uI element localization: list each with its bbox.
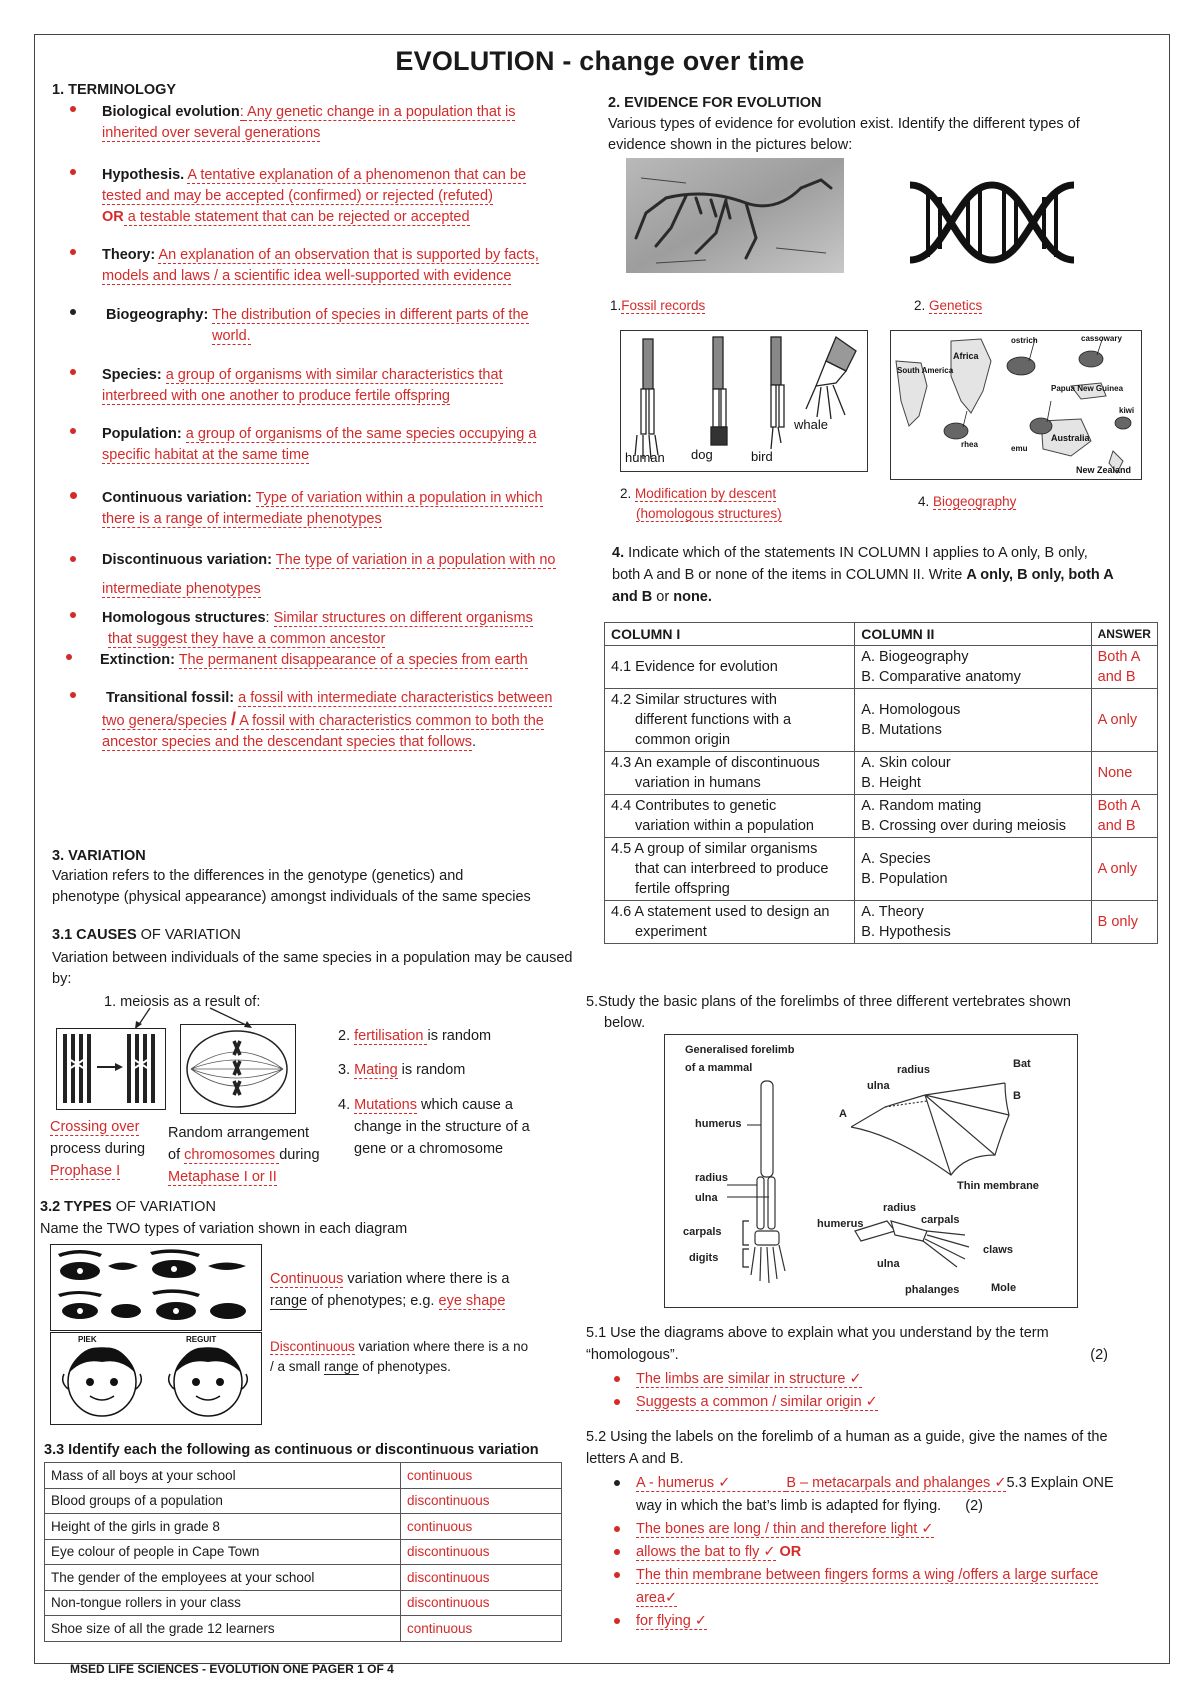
evidence-intro: Various types of evidence for evolution exist. Identify the different types of evidence shown in the pictures below: bbox=[608, 116, 1080, 153]
term-population: Population: a group of organisms of the same species occupying a specific habitat at the same time bbox=[70, 424, 600, 466]
term-biological-evolution: Biological evolution: Any genetic change in a population that is inherited over several generations bbox=[70, 102, 600, 144]
cause-mutations: 4. Mutations which cause a change in the structure of a gene or a chromosome bbox=[338, 1097, 530, 1157]
svg-text:ulna: ulna bbox=[867, 1080, 890, 1092]
svg-text:digits: digits bbox=[689, 1252, 719, 1264]
table-row: Mass of all boys at your school continuous bbox=[45, 1463, 562, 1489]
metaphase-image bbox=[180, 1024, 296, 1114]
table-row: Height of the girls in grade 8 continuous bbox=[45, 1514, 562, 1540]
term-homologous-structures: Homologous structures: Similar structures on different organisms that suggest they have a common ancestor bbox=[70, 608, 600, 650]
table-row: Non-tongue rollers in your class discontinuous bbox=[45, 1590, 562, 1616]
svg-text:radius: radius bbox=[695, 1172, 729, 1184]
evidence-heading: 2. EVIDENCE FOR EVOLUTION bbox=[608, 95, 822, 111]
q51-question: 5.1 Use the diagrams above to explain what you understand by the term “homologous”. (2) bbox=[586, 1325, 1108, 1363]
q52-question: 5.2 Using the labels on the forelimb of a human as a guide, give the names of the letters A and B. bbox=[586, 1429, 1108, 1467]
svg-text:whale: whale bbox=[794, 417, 828, 432]
svg-text:bird: bird bbox=[751, 449, 773, 464]
table-row: 4.6 A statement used to design an experiment A. Theory B. Hypothesis B only bbox=[605, 901, 1158, 944]
fossil-image bbox=[626, 158, 844, 273]
svg-text:human: human bbox=[625, 450, 665, 465]
term-discontinuous-variation: Discontinuous variation: The type of variation in a population with no intermediate phenotypes bbox=[70, 546, 600, 604]
term-hypothesis: Hypothesis. A tentative explanation of a phenomenon that can be tested and may be accepted (confirmed) or rejected (refuted) OR a testable statement that can be rejected or accepted bbox=[70, 165, 600, 228]
table-row: Blood groups of a population discontinuous bbox=[45, 1488, 562, 1514]
svg-text:Generalised forelimb: Generalised forelimb bbox=[685, 1044, 795, 1056]
svg-text:radius: radius bbox=[883, 1202, 917, 1214]
svg-text:REGUIT: REGUIT bbox=[186, 1335, 217, 1344]
svg-text:B: B bbox=[1013, 1090, 1021, 1102]
q33-question: 3.3 Identify each the following as continuous or discontinuous variation bbox=[44, 1442, 539, 1458]
caption-genetics: 2. Genetics bbox=[914, 298, 983, 313]
crossing-over-caption: Crossing over process during Prophase I bbox=[50, 1119, 146, 1179]
svg-text:claws: claws bbox=[983, 1244, 1013, 1256]
q52-q53-answers: A - humerus ✓ B – metacarpals and phalanges ✓5.3 Explain ONE way in which the bat’s limb is adapted for flying. (2) The bones are long / thin and therefore light ✓ allows the bat to fly ✓ OR The thin membrane between fingers forms a wing /offers a large surface area✓ for flying ✓ bbox=[614, 1472, 1154, 1633]
svg-text:A: A bbox=[839, 1108, 847, 1120]
svg-text:Africa: Africa bbox=[953, 351, 979, 361]
biogeography-map bbox=[890, 330, 1142, 480]
svg-text:Australia: Australia bbox=[1051, 433, 1090, 443]
svg-text:Mole: Mole bbox=[991, 1282, 1017, 1294]
term-extinction: Extinction: The permanent disappearance of a species from earth bbox=[70, 650, 600, 671]
q4-table bbox=[604, 622, 1158, 944]
svg-text:dog: dog bbox=[691, 447, 713, 462]
footer: MSED LIFE SCIENCES - EVOLUTION ONE PAGER 1 OF 4 bbox=[70, 1662, 394, 1676]
q51-answers: The limbs are similar in structure ✓ Suggests a common / similar origin ✓ bbox=[614, 1368, 878, 1414]
svg-text:ulna: ulna bbox=[877, 1258, 900, 1270]
dna-helix-image bbox=[906, 175, 1078, 270]
svg-text:humerus: humerus bbox=[695, 1118, 742, 1130]
svg-text:emu: emu bbox=[1011, 444, 1028, 453]
table-row: The gender of the employees at your school discontinuous bbox=[45, 1565, 562, 1591]
svg-text:rhea: rhea bbox=[961, 440, 978, 449]
svg-text:ulna: ulna bbox=[695, 1192, 718, 1204]
svg-text:New Zealand: New Zealand bbox=[1076, 465, 1132, 475]
svg-text:Bat: Bat bbox=[1013, 1058, 1031, 1070]
q4-table-header: COLUMN I COLUMN II ANSWER bbox=[605, 623, 1158, 646]
svg-text:phalanges: phalanges bbox=[905, 1284, 960, 1296]
svg-text:carpals: carpals bbox=[921, 1214, 960, 1226]
q33-table bbox=[44, 1462, 562, 1642]
continuous-variation-answer: Continuous variation where there is a range of phenotypes; e.g. eye shape bbox=[270, 1271, 510, 1309]
table-row: 4.4 Contributes to genetic variation within a population A. Random mating B. Crossing over during meiosis Both A and B bbox=[605, 795, 1158, 838]
term-biogeography: Biogeography: The distribution of species in different parts of the world. bbox=[70, 305, 600, 347]
types-heading: 3.2 TYPES OF VARIATION bbox=[40, 1199, 216, 1215]
causes-heading: 3.1 CAUSES OF VARIATION bbox=[52, 927, 241, 943]
svg-text:kiwi: kiwi bbox=[1119, 406, 1135, 415]
svg-text:cassowary: cassowary bbox=[1081, 334, 1122, 343]
forelimb-diagram bbox=[664, 1034, 1078, 1308]
random-arrangement-caption: Random arrangement of chromosomes during Metaphase I or II bbox=[168, 1125, 320, 1185]
svg-text:ostrich: ostrich bbox=[1011, 336, 1038, 345]
caption-fossil-records: 1.Fossil records bbox=[610, 298, 706, 313]
terminology-heading: 1. TERMINOLOGY bbox=[52, 82, 177, 98]
caption-biogeography: 4. Biogeography bbox=[918, 494, 1017, 509]
term-species: Species: a group of organisms with similar characteristics that interbreed with one another to produce fertile offspring bbox=[70, 365, 600, 407]
svg-text:Thin membrane: Thin membrane bbox=[957, 1180, 1039, 1192]
table-row: 4.1 Evidence for evolution A. Biogeography B. Comparative anatomy Both A and B bbox=[605, 646, 1158, 689]
caption-modification-by-descent: 2. Modification by descent (homologous structures) bbox=[620, 486, 782, 521]
variation-intro: Variation refers to the differences in the genotype (genetics) and phenotype (physical appearance) amongst individuals of the same species bbox=[52, 868, 531, 905]
svg-text:South America: South America bbox=[897, 366, 954, 375]
table-row: 4.3 An example of discontinuous variation in humans A. Skin colour B. Height None bbox=[605, 752, 1158, 795]
svg-text:radius: radius bbox=[897, 1064, 931, 1076]
table-row: Shoe size of all the grade 12 learners continuous bbox=[45, 1616, 562, 1642]
variation-faces-figure bbox=[50, 1244, 262, 1426]
q5-intro: 5.Study the basic plans of the forelimbs of three different vertebrates shown below. bbox=[586, 994, 1071, 1031]
discontinuous-variation-answer: Discontinuous variation where there is a no / a small range of phenotypes. bbox=[270, 1339, 529, 1374]
term-continuous-variation: Continuous variation: Type of variation within a population in which there is a range of intermediate phenotypes bbox=[70, 488, 600, 530]
cause-meiosis: 1. meiosis as a result of: bbox=[104, 994, 261, 1010]
table-row: Eye colour of people in Cape Town discontinuous bbox=[45, 1539, 562, 1565]
causes-intro: Variation between individuals of the same species in a population may be caused by: bbox=[52, 950, 573, 987]
svg-text:of a mammal: of a mammal bbox=[685, 1062, 753, 1074]
page-title: EVOLUTION - change over time bbox=[395, 46, 805, 76]
cause-fertilisation: 2. fertilisation is random bbox=[338, 1028, 492, 1044]
q4-instructions: 4. Indicate which of the statements IN COLUMN I applies to A only, B only, both A and B or none of the items in COLUMN II. Write A only, B only, both A and B or none. bbox=[612, 545, 1114, 605]
term-theory: Theory: An explanation of an observation that is supported by facts, models and laws / a scientific idea well-supported with evidence bbox=[70, 245, 600, 287]
types-intro: Name the TWO types of variation shown in each diagram bbox=[40, 1221, 408, 1237]
variation-heading: 3. VARIATION bbox=[52, 848, 146, 864]
homologous-limbs-figure bbox=[620, 330, 868, 472]
svg-text:carpals: carpals bbox=[683, 1226, 722, 1238]
crossing-over-image bbox=[56, 1028, 166, 1110]
cause-mating: 3. Mating is random bbox=[338, 1062, 466, 1078]
table-row: 4.5 A group of similar organisms that can interbreed to produce fertile offspring A. Species B. Population A only bbox=[605, 838, 1158, 901]
svg-text:Papua New Guinea: Papua New Guinea bbox=[1051, 384, 1124, 393]
table-row: 4.2 Similar structures with different functions with a common origin A. Homologous B. Mutations A only bbox=[605, 689, 1158, 752]
svg-text:humerus: humerus bbox=[817, 1218, 864, 1230]
svg-text:PIEK: PIEK bbox=[78, 1335, 97, 1344]
term-transitional-fossil: Transitional fossil: a fossil with intermediate characteristics between two genera/species / A fossil with characteristics common to both the ancestor species and the descendant species that follows. bbox=[70, 688, 600, 753]
